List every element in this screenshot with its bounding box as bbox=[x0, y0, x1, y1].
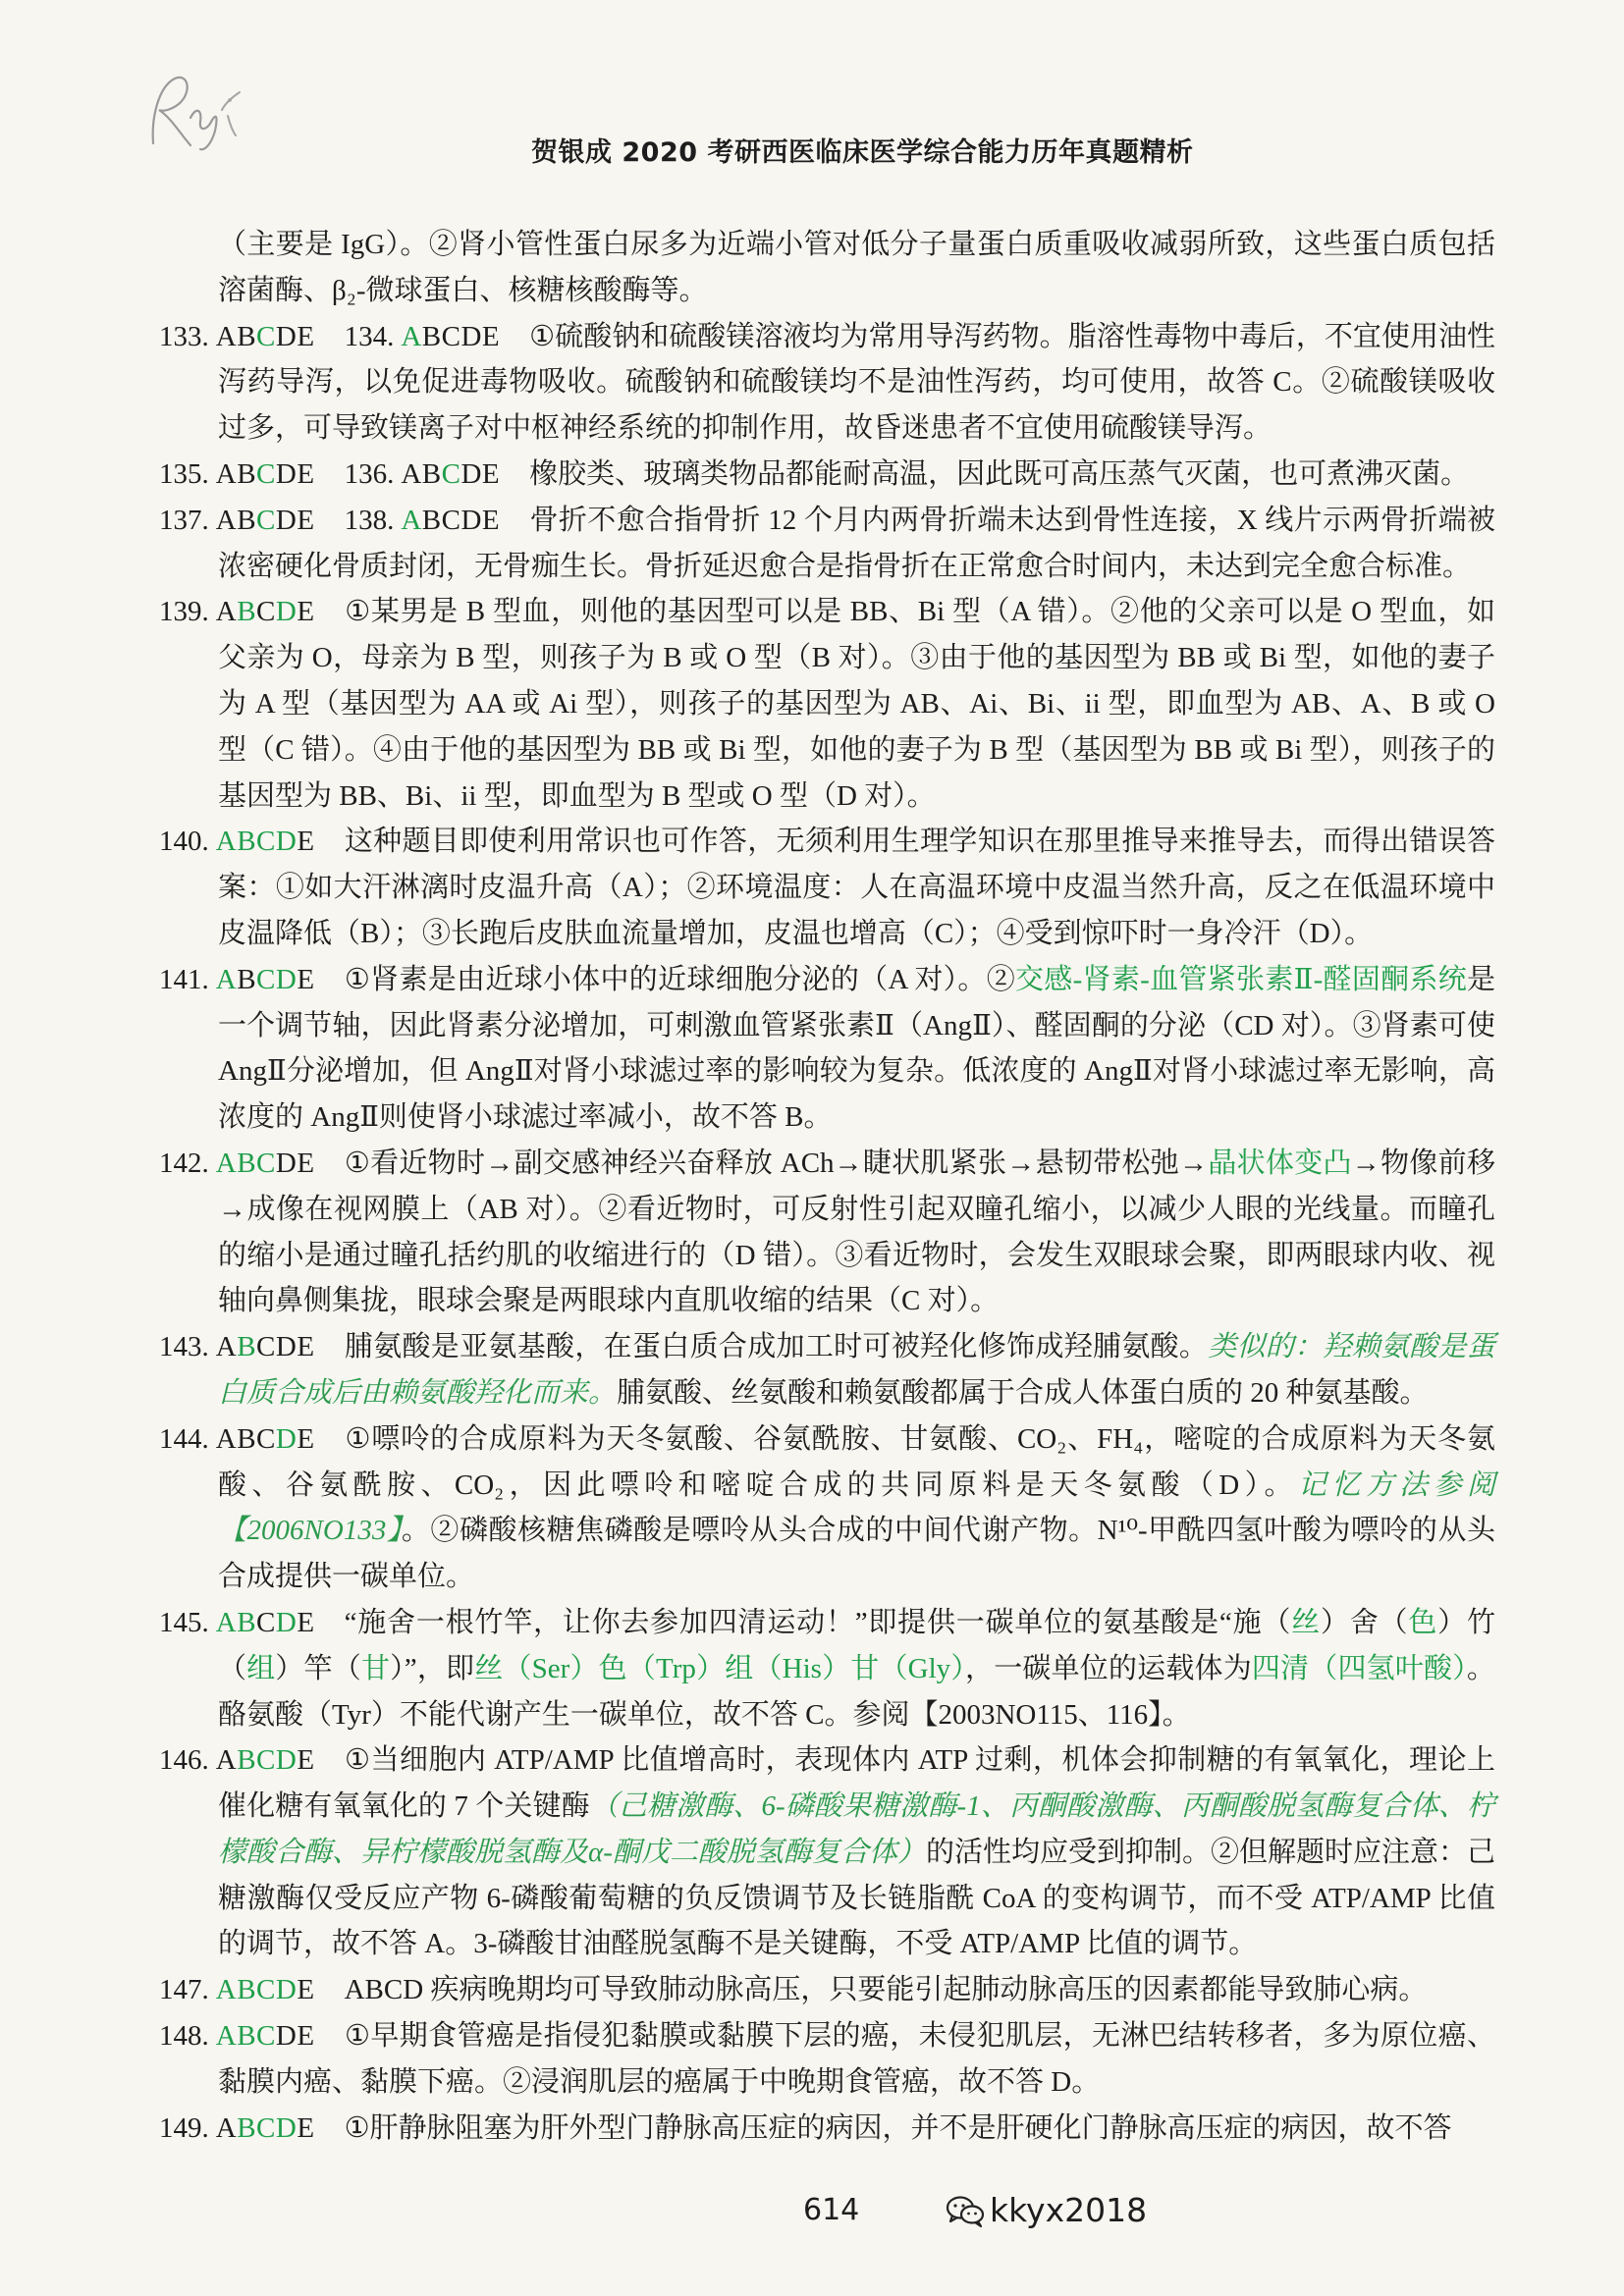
explanation-text: ①某男是 B 型血，则他的基因型可以是 BB、Bi 型（A 错）。②他的父亲可以是 O 型血，如父亲为 O，母亲为 B 型，则孩子为 B 或 O 型（B 对）。③由于他的基因型为 BB 或 Bi 型，如他的妻子为 A 型（基因型为 AA 或 Ai 型），则孩子的基因型为 AB、Ai、Bi、ii 型，即血型为 AB、A、B 或 O 型（C 错）。④由于他的基因型为 BB 或 Bi 型，如他的妻子为 B 型（基因型为 BB 或 Bi 型），则孩子的基因型为 BB、Bi、ii 型，即血型为 B 型或 O 型（D 对）。 bbox=[218, 596, 1495, 812]
answer-option: A bbox=[215, 504, 238, 536]
answer-option: E bbox=[297, 457, 315, 490]
question-number: 137. bbox=[159, 504, 209, 536]
explanation-text: ①肝静脉阻塞为肝外型门静脉高压症的病因，并不是肝硬化门静脉高压症的病因，故不答 bbox=[344, 2111, 1452, 2144]
explanation-entry bbox=[159, 957, 1495, 1141]
answer-explanations bbox=[159, 222, 1495, 2151]
answer-option: E bbox=[297, 1974, 315, 2006]
correct-answer-option: C bbox=[256, 2020, 276, 2053]
answer-option: E bbox=[297, 2020, 315, 2053]
question-number: 144. bbox=[159, 1422, 209, 1455]
correct-answer-option: A bbox=[215, 826, 238, 858]
answer-option: D bbox=[460, 320, 482, 352]
answer-option: C bbox=[256, 1331, 276, 1363]
answer-options bbox=[216, 1744, 315, 1776]
correct-answer-option: C bbox=[256, 2111, 276, 2144]
answer-option: C bbox=[256, 1606, 276, 1638]
question-number: 134. bbox=[344, 320, 395, 352]
question-answer-key bbox=[159, 321, 345, 352]
explanation-text: ）舍（ bbox=[1320, 1606, 1409, 1638]
answer-option: D bbox=[275, 1147, 298, 1179]
explanation-text: 骨折不愈合指骨折 12 个月内两骨折端未达到骨性连接，X 线片示两骨折端被浓密硬化骨质封闭，无骨痂生长。骨折延迟愈合是指骨折在正常愈合时间内，未达到完全愈合标准。 bbox=[218, 504, 1495, 582]
correct-answer-option: A bbox=[401, 504, 422, 536]
explanation-entry bbox=[159, 314, 1495, 452]
correct-answer-option: C bbox=[441, 457, 461, 490]
watermark bbox=[945, 2191, 1147, 2229]
answer-option: C bbox=[256, 1422, 276, 1455]
answer-options bbox=[216, 2020, 315, 2052]
answer-options bbox=[216, 2112, 315, 2144]
explanation-text: 脯氨酸是亚氨基酸，在蛋白质合成加工时可被羟化修饰成羟脯氨酸。 bbox=[344, 1331, 1209, 1363]
explanation-entry bbox=[159, 2013, 1495, 2106]
highlighted-text: 晶状体变凸 bbox=[1208, 1147, 1352, 1179]
explanation-text: ①硫酸钠和硫酸镁溶液均为常用导泻药物。脂溶性毒物中毒后，不宜使用油性泻药导泻，以免促进毒物吸收。硫酸钠和硫酸镁均不是油性泻药，均可使用，故答 C。②硫酸镁吸收过多，可导致镁离子对中枢神经系统的抑制作用，故昏迷患者不宜使用硫酸镁导泻。 bbox=[218, 320, 1495, 445]
highlighted-text: 丝（Ser）色（Trp）组（His）甘（Gly） bbox=[474, 1652, 966, 1684]
annotation-note: （己糖激酶、6-磷酸果糖激酶-1、丙酮酸激酶、丙酮酸脱氢酶复合体、柠檬酸合酶、异柠檬酸脱氢酶及α-酮戊二酸脱氢酶复合体） bbox=[218, 1790, 1495, 1868]
correct-answer-option: B bbox=[237, 1744, 257, 1777]
correct-answer-option: B bbox=[237, 1147, 257, 1179]
explanation-text: 是一个调节轴，因此肾素分泌增加，可刺激血管紧张素Ⅱ（AngⅡ）、醛固酮的分泌（CD 对）。③肾素可使 AngⅡ分泌增加，但 AngⅡ对肾小球滤过率的影响较为复杂。低浓度的 AngⅡ对肾小球滤过率无影响，高浓度的 AngⅡ则使肾小球滤过率减小，故不答 B。 bbox=[218, 963, 1496, 1134]
answer-option: A bbox=[215, 1422, 238, 1455]
explanation-text: →物像前移→成像在视网膜上（AB 对）。②看近物时，可反射性引起双瞳孔缩小，以减少人眼的光线量。而瞳孔的缩小是通过瞳孔括约肌的收缩进行的（D 错）。③看近物时，会发生双眼球会聚，即两眼球内收、视轴向鼻侧集拢，眼球会聚是两眼球内直肌收缩的结果（C 对）。 bbox=[218, 1147, 1495, 1317]
answer-option: E bbox=[297, 2111, 315, 2144]
question-answer-key bbox=[159, 1607, 345, 1638]
explanation-text: 这种题目即使利用常识也可作答，无须利用生理学知识在那里推导来推导去，而得出错误答案：①如大汗淋漓时皮温升高（A）；②环境温度：人在高温环境中皮温当然升高，反之在低温环境中皮温降低（B）；③长跑后皮肤血流量增加，皮温也增高（C）；④受到惊吓时一身冷汗（D）。 bbox=[218, 826, 1495, 949]
explanation-text: （主要是 IgG）。②肾小管性蛋白尿多为近端小管对低分子量蛋白质重吸收减弱所致，这些蛋白质包括溶菌酶、β₂-微球蛋白、核糖核酸酶等。 bbox=[218, 229, 1495, 306]
explanation-text: ①嘌呤的合成原料为天冬氨酸、谷氨酰胺、甘氨酸、CO₂、FH₄，嘧啶的合成原料为天冬氨酸、谷氨酰胺、CO₂，因此嘌呤和嘧啶合成的共同原料是天冬氨酸（D）。 bbox=[218, 1422, 1495, 1501]
question-answer-key bbox=[345, 458, 530, 490]
highlighted-text: 交感-肾素-血管紧张素Ⅱ-醛固酮系统 bbox=[1015, 963, 1467, 995]
answer-option: D bbox=[275, 457, 298, 490]
answer-option: D bbox=[275, 320, 298, 352]
answer-option: B bbox=[237, 457, 257, 490]
explanation-entry bbox=[159, 1324, 1495, 1416]
correct-answer-option: D bbox=[275, 963, 298, 995]
answer-option: C bbox=[256, 596, 276, 628]
question-number: 143. bbox=[159, 1331, 209, 1363]
correct-answer-option: D bbox=[275, 596, 298, 628]
correct-answer-option: C bbox=[256, 457, 276, 490]
explanation-entry bbox=[159, 1737, 1495, 1967]
explanation-text: ）”，即 bbox=[390, 1652, 475, 1684]
watermark-text: kkyx2018 bbox=[990, 2191, 1148, 2229]
correct-answer-option: B bbox=[237, 2111, 257, 2144]
highlighted-text: 丝 bbox=[1291, 1606, 1321, 1638]
correct-answer-option: B bbox=[237, 1606, 257, 1638]
question-number: 140. bbox=[159, 826, 209, 858]
answer-option: A bbox=[215, 1331, 238, 1363]
answer-option: A bbox=[215, 320, 238, 352]
question-answer-key bbox=[159, 1331, 345, 1362]
question-answer-key bbox=[159, 1148, 345, 1179]
explanation-text: ABCD 疾病晚期均可导致肺动脉高压，只要能引起肺动脉高压的因素都能导致肺心病。 bbox=[344, 1974, 1428, 2006]
explanation-entry bbox=[159, 819, 1495, 956]
answer-options bbox=[401, 458, 500, 490]
question-number: 142. bbox=[159, 1147, 209, 1179]
question-answer-key bbox=[159, 1744, 345, 1776]
annotation-note: 类似的：羟赖氨酸是蛋白质合成后由赖氨酸羟化而来。 bbox=[218, 1331, 1495, 1409]
question-number: 139. bbox=[159, 596, 209, 628]
explanation-text: 脯氨酸、丝氨酸和赖氨酸都属于合成人体蛋白质的 20 种氨基酸。 bbox=[617, 1376, 1429, 1409]
correct-answer-option: D bbox=[275, 1974, 298, 2006]
question-answer-key bbox=[159, 1974, 345, 2005]
explanation-text: ①看近物时→副交感神经兴奋释放 ACh→睫状肌紧张→悬韧带松弛→ bbox=[344, 1147, 1209, 1179]
correct-answer-option: B bbox=[237, 826, 257, 858]
answer-option: C bbox=[441, 504, 461, 536]
answer-option: E bbox=[297, 1744, 315, 1777]
explanation-text: ①肾素是由近球小体中的近球细胞分泌的（A 对）。② bbox=[344, 963, 1016, 995]
question-number: 135. bbox=[159, 457, 209, 490]
explanation-text: ①早期食管癌是指侵犯黏膜或黏膜下层的癌，未侵犯肌层，无淋巴结转移者，多为原位癌、黏膜内癌、黏膜下癌。②浸润肌层的癌属于中晚期食管癌，故不答 D。 bbox=[218, 2020, 1495, 2098]
running-header: 贺银成 2020 考研西医临床医学综合能力历年真题精析 bbox=[531, 137, 1194, 168]
explanation-text: 。酪氨酸（Tyr）不能代谢产生一碳单位，故不答 C。参阅【2003NO115、116】。 bbox=[218, 1652, 1495, 1731]
question-answer-key bbox=[159, 2020, 345, 2052]
explanation-entry bbox=[159, 452, 1495, 498]
answer-option: A bbox=[215, 1744, 238, 1777]
correct-answer-option: B bbox=[237, 2020, 257, 2053]
answer-option: E bbox=[297, 1606, 315, 1638]
question-answer-key bbox=[159, 826, 345, 857]
explanation-text: “施舍一根竹竿，让你去参加四清运动！”即提供一碳单位的氨基酸是“施（ bbox=[344, 1606, 1292, 1638]
answer-option: C bbox=[441, 320, 461, 352]
answer-options bbox=[216, 505, 315, 536]
explanation-entry bbox=[159, 2106, 1495, 2152]
explanation-entry bbox=[159, 1141, 1495, 1324]
question-answer-key bbox=[159, 964, 345, 995]
question-number: 133. bbox=[159, 320, 209, 352]
question-answer-key bbox=[159, 2112, 345, 2144]
explanation-text: ①当细胞内 ATP/AMP 比值增高时，表现体内 ATP 过剩，机体会抑制糖的有氧氧化，理论上催化糖有氧氧化的 7 个关键酶 bbox=[218, 1744, 1495, 1823]
question-number: 148. bbox=[159, 2020, 209, 2053]
correct-answer-option: D bbox=[275, 1744, 298, 1777]
explanation-text: 的活性均应受到抑制。②但解题时应注意：己糖激酶仅受反应产物 6-磷酸葡萄糖的负反馈调节及长链脂酰 CoA 的变构调节，而不受 ATP/AMP 比值的调节，故不答 A。3-磷酸甘油醛脱氢酶不是关键酶，不受 ATP/AMP 比值的调节。 bbox=[218, 1836, 1495, 1960]
answer-option: D bbox=[275, 1331, 298, 1363]
answer-options bbox=[401, 321, 500, 352]
answer-options bbox=[216, 826, 315, 857]
answer-options bbox=[216, 964, 315, 995]
answer-option: E bbox=[481, 457, 501, 490]
answer-option: D bbox=[460, 504, 482, 536]
explanation-entry bbox=[159, 1967, 1495, 2013]
answer-option: E bbox=[297, 1147, 315, 1179]
explanation-text: 。②磷酸核糖焦磷酸是嘌呤从头合成的中间代谢产物。N¹⁰-甲酰四氢叶酸为嘌呤的从头合成提供一碳单位。 bbox=[218, 1515, 1495, 1593]
answer-options bbox=[401, 505, 500, 536]
question-answer-key bbox=[159, 505, 345, 536]
correct-answer-option: C bbox=[256, 963, 276, 995]
answer-option: A bbox=[215, 2111, 238, 2144]
answer-option: E bbox=[297, 1422, 315, 1455]
question-answer-key bbox=[159, 1423, 345, 1455]
explanation-continuation bbox=[159, 222, 1495, 314]
question-number: 136. bbox=[344, 457, 395, 490]
answer-options bbox=[216, 458, 315, 490]
answer-options bbox=[216, 1607, 315, 1638]
question-number: 147. bbox=[159, 1974, 209, 2006]
explanation-entry bbox=[159, 1600, 1495, 1737]
answer-option: D bbox=[460, 457, 482, 490]
explanation-text: 橡胶类、玻璃类物品都能耐高温，因此既可高压蒸气灭菌，也可煮沸灭菌。 bbox=[529, 457, 1470, 490]
explanation-text: ）竿（ bbox=[275, 1652, 361, 1684]
question-answer-key bbox=[345, 505, 530, 536]
answer-option: E bbox=[297, 504, 315, 536]
wechat-icon bbox=[945, 2193, 986, 2228]
highlighted-text: 甘 bbox=[360, 1652, 391, 1684]
correct-answer-option: D bbox=[275, 2111, 298, 2144]
correct-answer-option: A bbox=[401, 320, 422, 352]
answer-option: E bbox=[297, 826, 315, 858]
answer-option: E bbox=[297, 1331, 315, 1363]
correct-answer-option: B bbox=[237, 596, 257, 628]
highlighted-text: 色 bbox=[1408, 1606, 1438, 1638]
answer-option: B bbox=[421, 457, 442, 490]
answer-option: B bbox=[421, 320, 442, 352]
question-answer-key bbox=[159, 458, 345, 490]
explanation-entry bbox=[159, 589, 1495, 819]
correct-answer-option: D bbox=[275, 826, 298, 858]
correct-answer-option: A bbox=[215, 1147, 238, 1179]
question-answer-key bbox=[159, 596, 345, 627]
highlighted-text: 四清（四氢叶酸） bbox=[1251, 1652, 1467, 1684]
correct-answer-option: D bbox=[275, 1422, 298, 1455]
answer-option: E bbox=[297, 963, 315, 995]
correct-answer-option: C bbox=[256, 1744, 276, 1777]
question-answer-key bbox=[345, 321, 530, 352]
explanation-text: ）竹（ bbox=[218, 1606, 1495, 1684]
explanation-entry bbox=[159, 498, 1495, 590]
answer-option: A bbox=[215, 596, 238, 628]
correct-answer-option: C bbox=[256, 1147, 276, 1179]
answer-option: B bbox=[237, 320, 257, 352]
correct-answer-option: C bbox=[256, 504, 276, 536]
answer-option: D bbox=[275, 2020, 298, 2053]
question-number: 149. bbox=[159, 2111, 209, 2144]
answer-options bbox=[216, 596, 315, 627]
correct-answer-option: B bbox=[237, 1331, 257, 1363]
question-number: 145. bbox=[159, 1606, 209, 1638]
answer-option: E bbox=[481, 320, 501, 352]
answer-option: E bbox=[297, 320, 315, 352]
correct-answer-option: A bbox=[215, 1974, 238, 2006]
annotation-note: 记忆方法参阅【2006NO133】 bbox=[218, 1468, 1495, 1547]
correct-answer-option: C bbox=[256, 1974, 276, 2006]
answer-options bbox=[216, 1974, 315, 2005]
answer-option: E bbox=[297, 596, 315, 628]
correct-answer-option: A bbox=[215, 1606, 238, 1638]
question-number: 141. bbox=[159, 963, 209, 995]
question-number: 146. bbox=[159, 1744, 209, 1777]
answer-options bbox=[216, 321, 315, 352]
answer-option: A bbox=[215, 457, 238, 490]
answer-option: A bbox=[401, 457, 422, 490]
correct-answer-option: A bbox=[215, 963, 238, 995]
correct-answer-option: A bbox=[215, 2020, 238, 2053]
answer-option: B bbox=[237, 963, 257, 995]
correct-answer-option: C bbox=[256, 320, 276, 352]
handwritten-signature bbox=[145, 67, 247, 157]
answer-options bbox=[216, 1423, 315, 1455]
explanation-text: ，一碳单位的运载体为 bbox=[965, 1652, 1252, 1684]
highlighted-text: 组 bbox=[246, 1652, 276, 1684]
explanation-entry bbox=[159, 1416, 1495, 1600]
correct-answer-option: D bbox=[275, 1606, 298, 1638]
correct-answer-option: C bbox=[256, 826, 276, 858]
answer-options bbox=[216, 1148, 315, 1179]
answer-option: B bbox=[237, 1422, 257, 1455]
answer-option: E bbox=[481, 504, 501, 536]
answer-option: B bbox=[237, 504, 257, 536]
correct-answer-option: B bbox=[237, 1974, 257, 2006]
answer-option: B bbox=[421, 504, 442, 536]
question-number: 138. bbox=[344, 504, 395, 536]
answer-option: D bbox=[275, 504, 298, 536]
page-number: 614 bbox=[803, 2193, 860, 2227]
answer-options bbox=[216, 1331, 315, 1362]
